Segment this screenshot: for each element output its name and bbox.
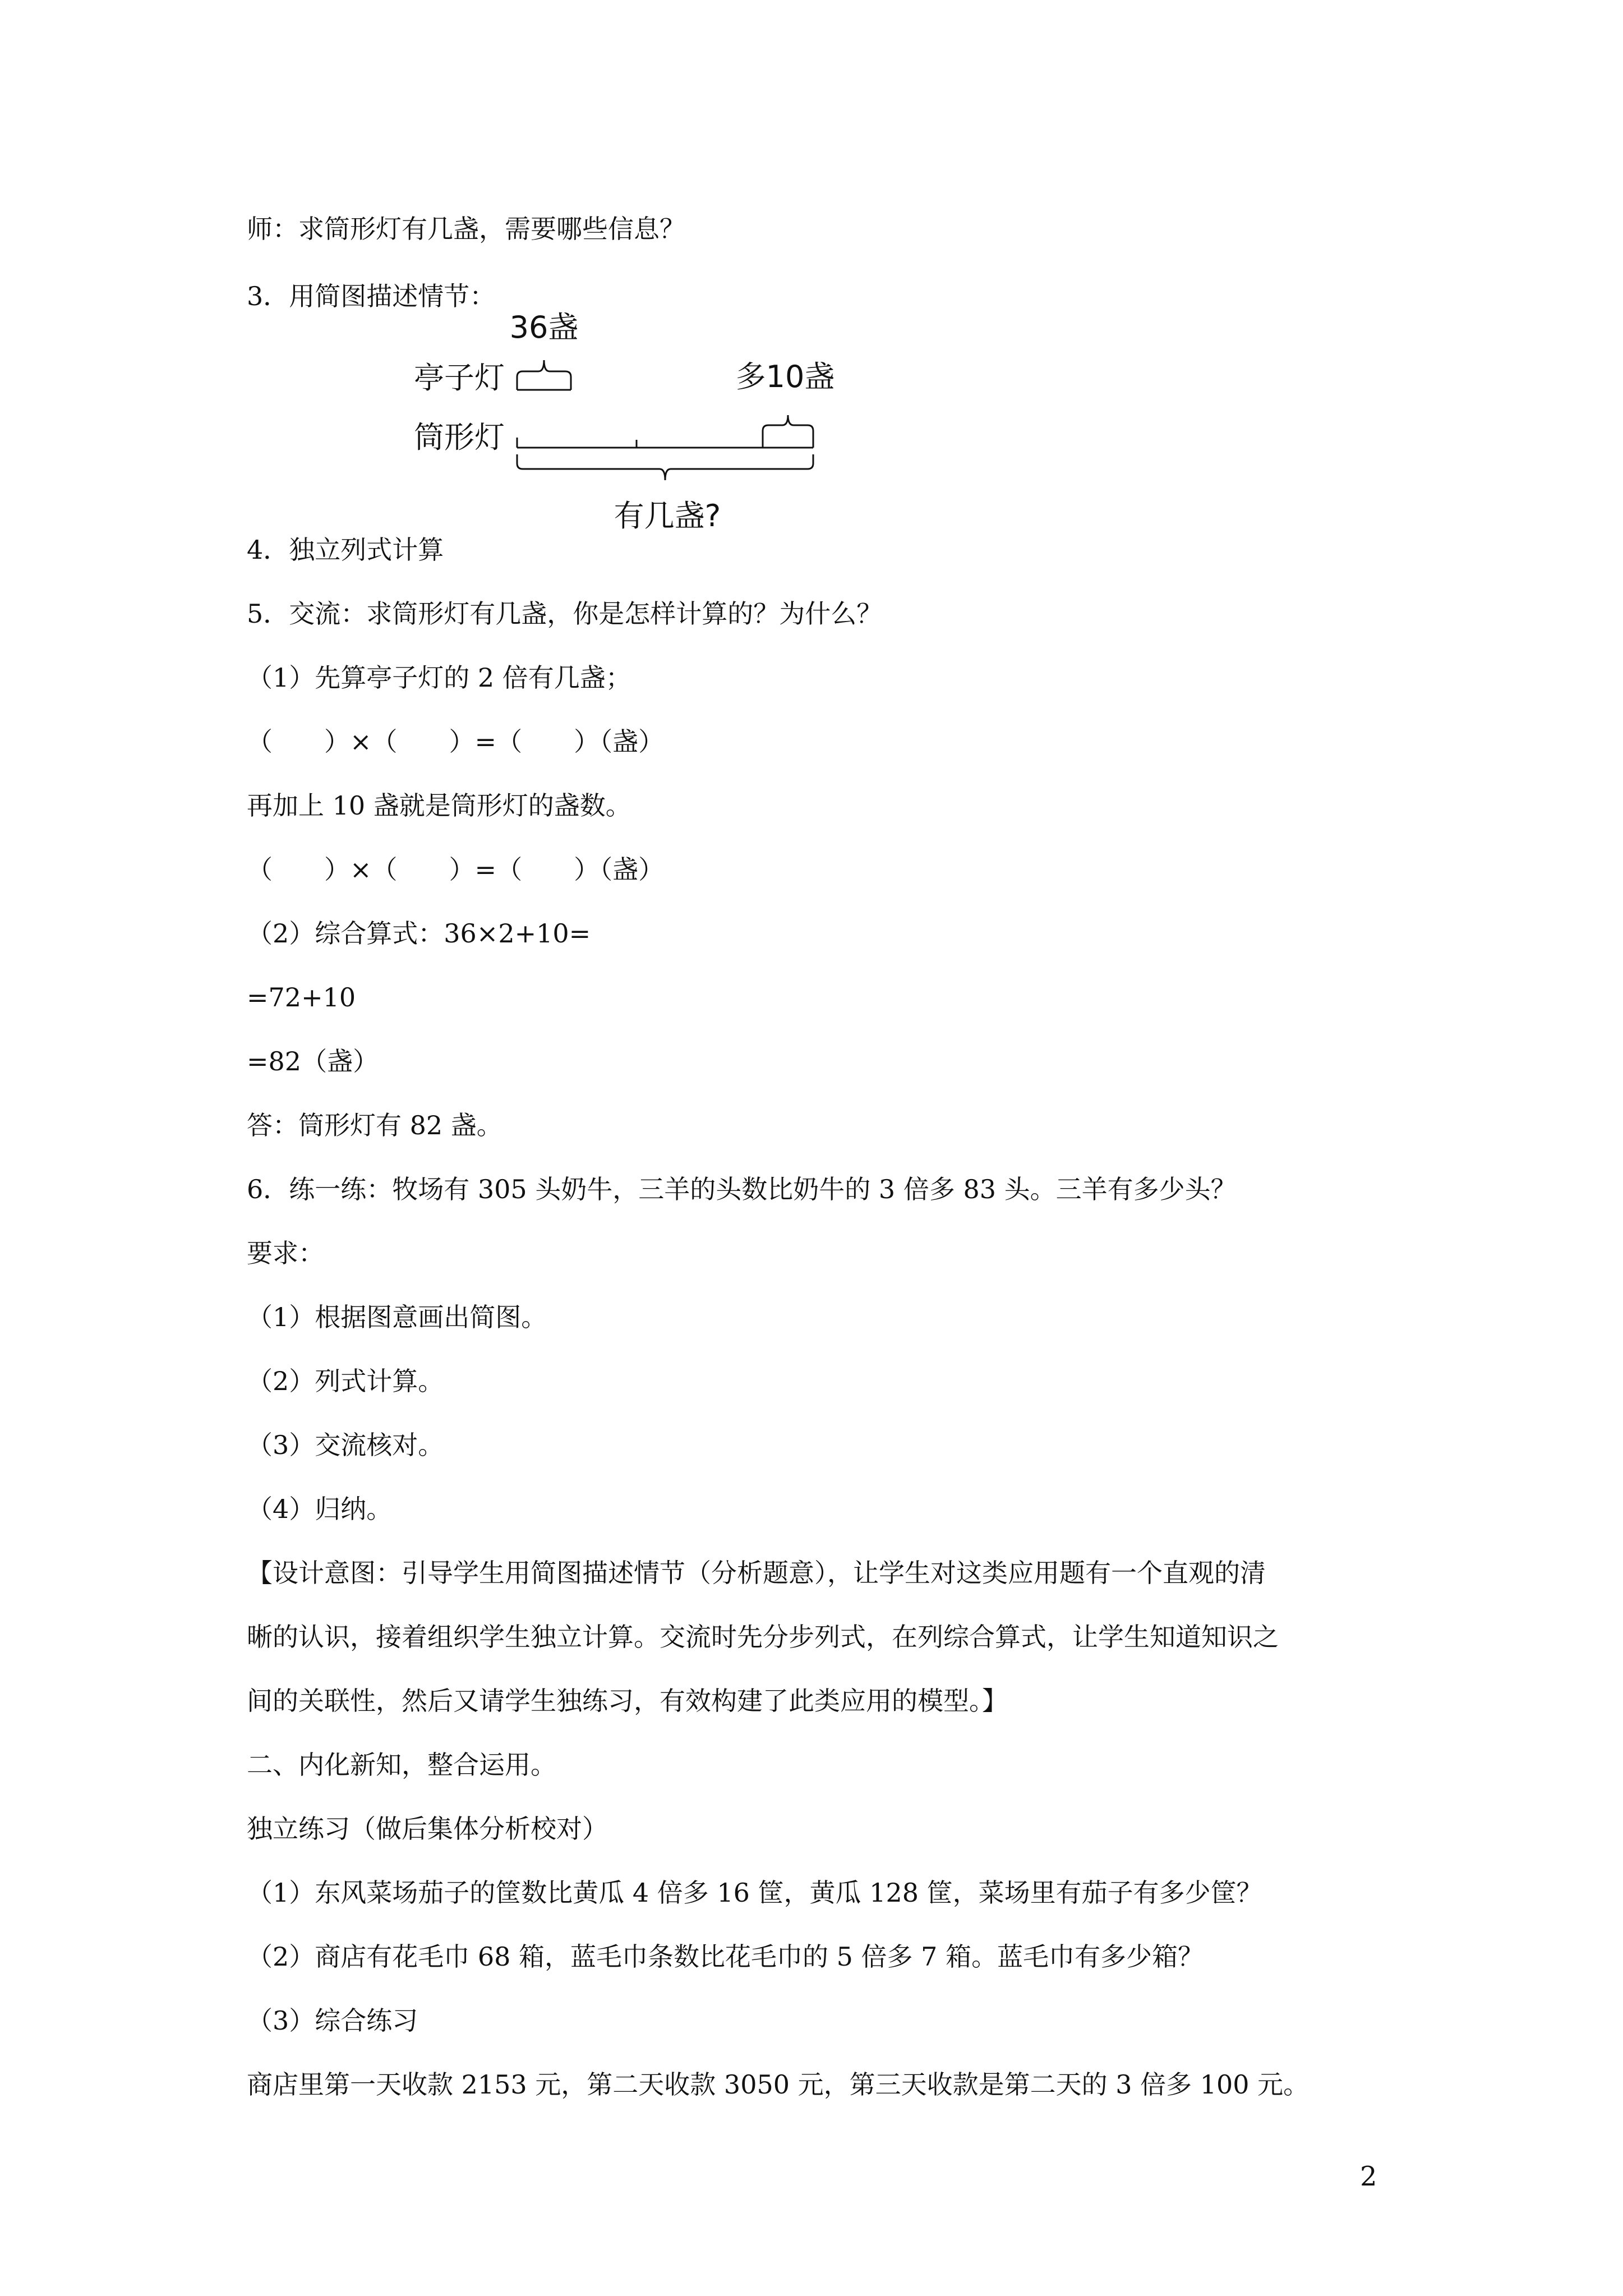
text-line: （4）归纳。 <box>247 1494 393 1524</box>
text-line: （1）先算亭子灯的 2 倍有几盏； <box>247 662 631 693</box>
text-line: 6．练一练：牧场有 305 头奶牛，三羊的头数比奶牛的 3 倍多 83 头。三羊有多少头？ <box>247 1174 1237 1204</box>
page-number: 2 <box>1360 2161 1377 2192</box>
text-line: 晰的认识，接着组织学生独立计算。交流时先分步列式，在列综合算式，让学生知道知识之 <box>247 1622 1279 1652</box>
bottom-brace <box>517 454 813 480</box>
text-line: 4．独立列式计算 <box>247 535 444 565</box>
extra-label: 多10盏 <box>735 359 835 394</box>
text-line: 【设计意图：引导学生用简图描述情节（分析题意），让学生对这类应用题有一个直观的清 <box>247 1558 1266 1588</box>
text-line: 二、内化新知，整合运用。 <box>247 1750 556 1780</box>
text-line: 间的关联性，然后又请学生独练习，有效构建了此类应用的模型。】 <box>247 1686 1008 1716</box>
text-line: （3）综合练习 <box>247 2005 418 2036</box>
top-label: 36盏 <box>509 310 579 345</box>
text-line: =82（盏） <box>247 1046 379 1076</box>
text-line: 要求： <box>247 1238 324 1268</box>
row2-label: 筒形灯 <box>414 420 505 455</box>
text-line: （2）列式计算。 <box>247 1366 444 1396</box>
text-line: 5．交流：求筒形灯有几盏，你是怎样计算的？为什么？ <box>247 599 883 629</box>
text-line: 商店里第一天收款 2153 元，第二天收款 3050 元，第三天收款是第二天的 3 倍多 100 元。 <box>247 2069 1310 2100</box>
text-line: （1）东风菜场茄子的筐数比黄瓜 4 倍多 16 筐，黄瓜 128 筐，菜场里有茄子有多少筐？ <box>247 1878 1262 1908</box>
extra-brace <box>763 415 813 439</box>
bottom-label: 有几盏? <box>614 498 721 533</box>
top-brace <box>517 360 571 390</box>
text-line: （1）根据图意画出简图。 <box>247 1302 547 1332</box>
text-line: 答：筒形灯有 82 盏。 <box>247 1110 502 1140</box>
diagram-figure <box>370 297 875 544</box>
text-line: 3．用简图描述情节： <box>247 281 496 311</box>
text-line: （2）综合算式：36×2+10= <box>247 918 591 949</box>
text-line: （ ）×（ ）=（ ）（盏） <box>247 726 665 757</box>
text-line: （2）商店有花毛巾 68 箱，蓝毛巾条数比花毛巾的 5 倍多 7 箱。蓝毛巾有多少箱？ <box>247 1941 1204 1972</box>
text-line: 独立练习（做后集体分析校对） <box>247 1814 608 1844</box>
text-line: 再加上 10 盏就是筒形灯的盏数。 <box>247 790 631 821</box>
text-line: 师：求筒形灯有几盏，需要哪些信息？ <box>247 214 685 244</box>
text-line: （3）交流核对。 <box>247 1430 444 1460</box>
text-line: （ ）×（ ）=（ ）（盏） <box>247 854 665 885</box>
text-line: =72+10 <box>247 982 356 1013</box>
row1-label: 亭子灯 <box>414 360 505 395</box>
